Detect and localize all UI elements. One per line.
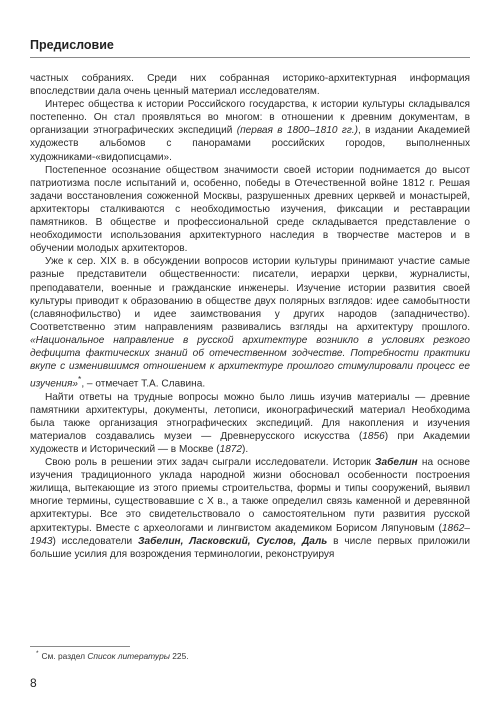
text-run: (первая в 1800–1810 гг.) — [236, 125, 358, 137]
paragraph — [30, 456, 470, 561]
footnote-prefix: См. раздел — [41, 650, 88, 661]
paragraph — [30, 391, 470, 456]
text-run: Постепенное осознание обществом значимости своей истории поднимается до высот патриотизма после испытаний и, особенно, победы в Отечественной войне 1812 г. Решая задачи восстановления сожженной Москвы, разрушенных древних церквей и монастырей, архитекторы сталкиваются с необходимостью изучения, фиксации и реставрации памятников. В обществе и профессиональной среде складывается представление о необходимости использования архитектурного наследия в творчестве мастеров и в обучении молодых архитекторов. — [30, 164, 470, 255]
footnote-suffix: 225. — [169, 650, 189, 661]
highlighted-name: Забелин, Ласковский, Суслов, Даль — [138, 535, 328, 547]
text-run: Интерес общества к истории Российского государства, к истории культуры складывался постепенно. Он стал проявляться во многом: в отношении к древним документам, в организации этнографических экспедиций — [30, 99, 470, 137]
footnote-mark: * — [36, 650, 39, 657]
footnote-divider — [30, 646, 130, 647]
text-run: на основе изучения традиционного уклада народной жизни обосновал особенности построения жилища, вытекающие из этого приемы строительства, формы и типы сооружений, выявил многие термины, существовавшие с X в., а также определил связь каменной и деревянной архитектуры. Все это свидетельствовало о самостоятельном пути развития русской архитектуры. Вместе с археологами и лингвистом академиком Борисом Ляпуновым ( — [30, 457, 470, 534]
footnote — [30, 650, 189, 661]
text-run: ) исследователи — [52, 535, 138, 547]
text-run: «Национальное направление в русской архитектуре возникло в условиях резкого дефицита фактических знаний об отечественном зодчестве. Потребности практики вкупе с изменившимся отношением к архитектуре прошлого стимулировали процесс ее изучения» — [30, 334, 470, 390]
text-run: 1862–1943 — [30, 522, 470, 547]
text-run: Найти ответы на трудные вопросы можно было лишь изучив материалы — древние памятники архитектуры, документы, летописи, иконографический материал Необходима была также организация этнографических экспедиций. Для накопления и изучения материалов создавались музеи — Древнерусского искусства ( — [30, 391, 470, 442]
text-run: ). — [242, 443, 249, 455]
body-text — [30, 72, 470, 561]
text-run: Свою роль в решении этих задач сыграли исследователи. Историк — [45, 457, 376, 469]
text-run: , – отмечает Т.А. Славина. — [81, 378, 206, 390]
text-run: 1856 — [362, 430, 385, 442]
text-run: ) при Академии художеств и Исторический — в Москве ( — [30, 430, 470, 455]
highlighted-name: Забелин — [375, 457, 418, 469]
text-run: частных собраниях. Среди них собранная историко-архитектурная информация впоследствии дала очень ценный материал исследователям. — [30, 73, 470, 98]
text-run: , в издании Академией художеств альбомов с панорамами российских городов, выполненных художниками-«видописцами». — [30, 125, 470, 163]
text-run: 1872 — [219, 443, 243, 455]
paragraph — [30, 72, 470, 98]
text-run: Уже к сер. XIX в. в обсуждении вопросов истории культуры принимают участие самые разные представители общественности: писатели, иерархи церкви, журналисты, преподаватели, военные и гражданские инженеры. Изучение истории развития своей культуры приводит к образованию в обществе двух полярных взглядов: идее самобытности (славянофильство) и идее заимствования у других народов (западничество). Соответственно этим направлениям развивались взгляды на архитектуру прошлого. — [30, 256, 470, 333]
page-number: 8 — [30, 676, 37, 690]
header-divider — [30, 57, 470, 58]
text-run: в числе первых приложили большие усилия для возрождения терминологии, реконструируя — [30, 535, 470, 560]
footnote-ref-mark: * — [78, 374, 82, 385]
paragraph — [30, 255, 470, 390]
footnote-reference: Список литературы — [87, 650, 170, 661]
section-title: Предисловие — [30, 38, 114, 52]
paragraph — [30, 164, 470, 256]
paragraph — [30, 98, 470, 163]
